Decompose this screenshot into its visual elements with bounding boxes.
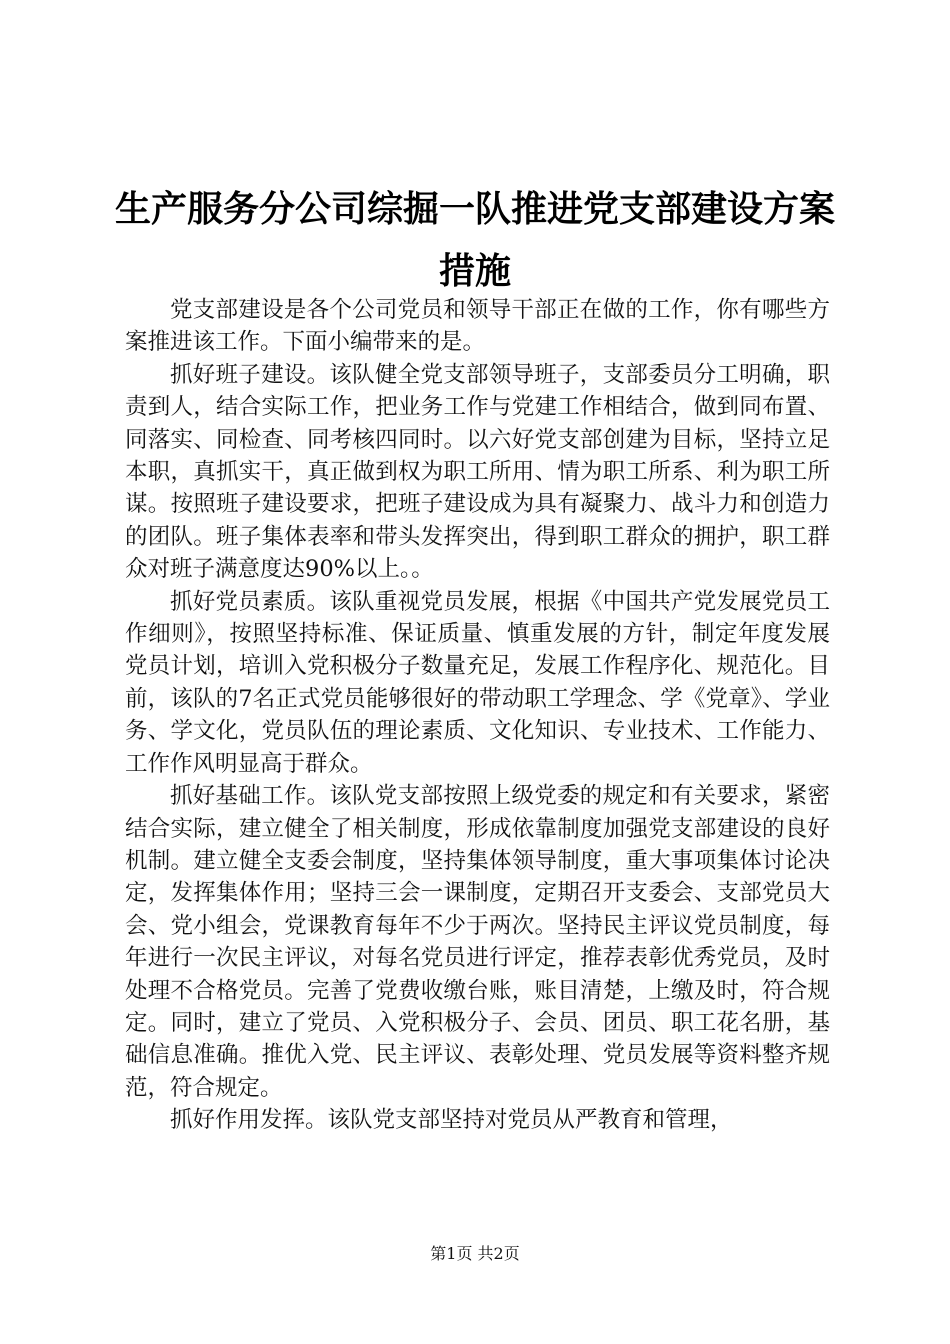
paragraph-role: 抓好作用发挥。该队党支部坚持对党员从严教育和管理， bbox=[170, 1107, 733, 1134]
document-body bbox=[125, 294, 830, 1137]
paragraph-leadership: 抓好班子建设。该队健全党支部领导班子，支部委员分工明确，职责到人，结合实际工作，把业务工作与党建工作相结合，做到同布置、同落实、同检查、同考核四同时。以六好党支部创建为目标，坚持立足本职，真抓实干，真正做到权为职工所用、情为职工所系、利为职工所谋。按照班子建设要求，把班子建设成为具有凝聚力、战斗力和创造力的团队。班子集体表率和带头发挥突出，得到职工群众的拥护，职工群众对班子满意度达90%以上。。 bbox=[125, 361, 830, 583]
paragraph-basic-work: 抓好基础工作。该队党支部按照上级党委的规定和有关要求，紧密结合实际，建立健全了相关制度，形成依靠制度加强党支部建设的良好机制。建立健全支委会制度，坚持集体领导制度，重大事项集体讨论决定，发挥集体作用；坚持三会一课制度，定期召开支委会、支部党员大会、党小组会，党课教育每年不少于两次。坚持民主评议党员制度，每年进行一次民主评议，对每名党员进行评定，推荐表彰优秀党员，及时处理不合格党员。完善了党费收缴台账，账目清楚，上缴及时，符合规定。同时，建立了党员、入党积极分子、会员、团员、职工花名册，基础信息准确。推优入党、民主评议、表彰处理、党员发展等资料整齐规范，符合规定。 bbox=[125, 783, 830, 1101]
paragraph-intro: 党支部建设是各个公司党员和领导干部正在做的工作，你有哪些方案推进该工作。下面小编带来的是。 bbox=[125, 297, 830, 356]
document-title: 生产服务分公司综掘一队推进党支部建设方案措施 bbox=[114, 188, 835, 292]
page-footer: 第1页 共2页 bbox=[430, 1244, 520, 1263]
paragraph-member-quality: 抓好党员素质。该队重视党员发展，根据《中国共产党发展党员工作细则》，按照坚持标准、保证质量、慎重发展的方针，制定年度发展党员计划，培训入党积极分子数量充足，发展工作程序化、规范化。目前，该队的7名正式党员能够很好的带动职工学理念、学《党章》、学业务、学文化，党员队伍的理论素质、文化知识、专业技术、工作能力、工作作风明显高于群众。 bbox=[125, 588, 830, 777]
